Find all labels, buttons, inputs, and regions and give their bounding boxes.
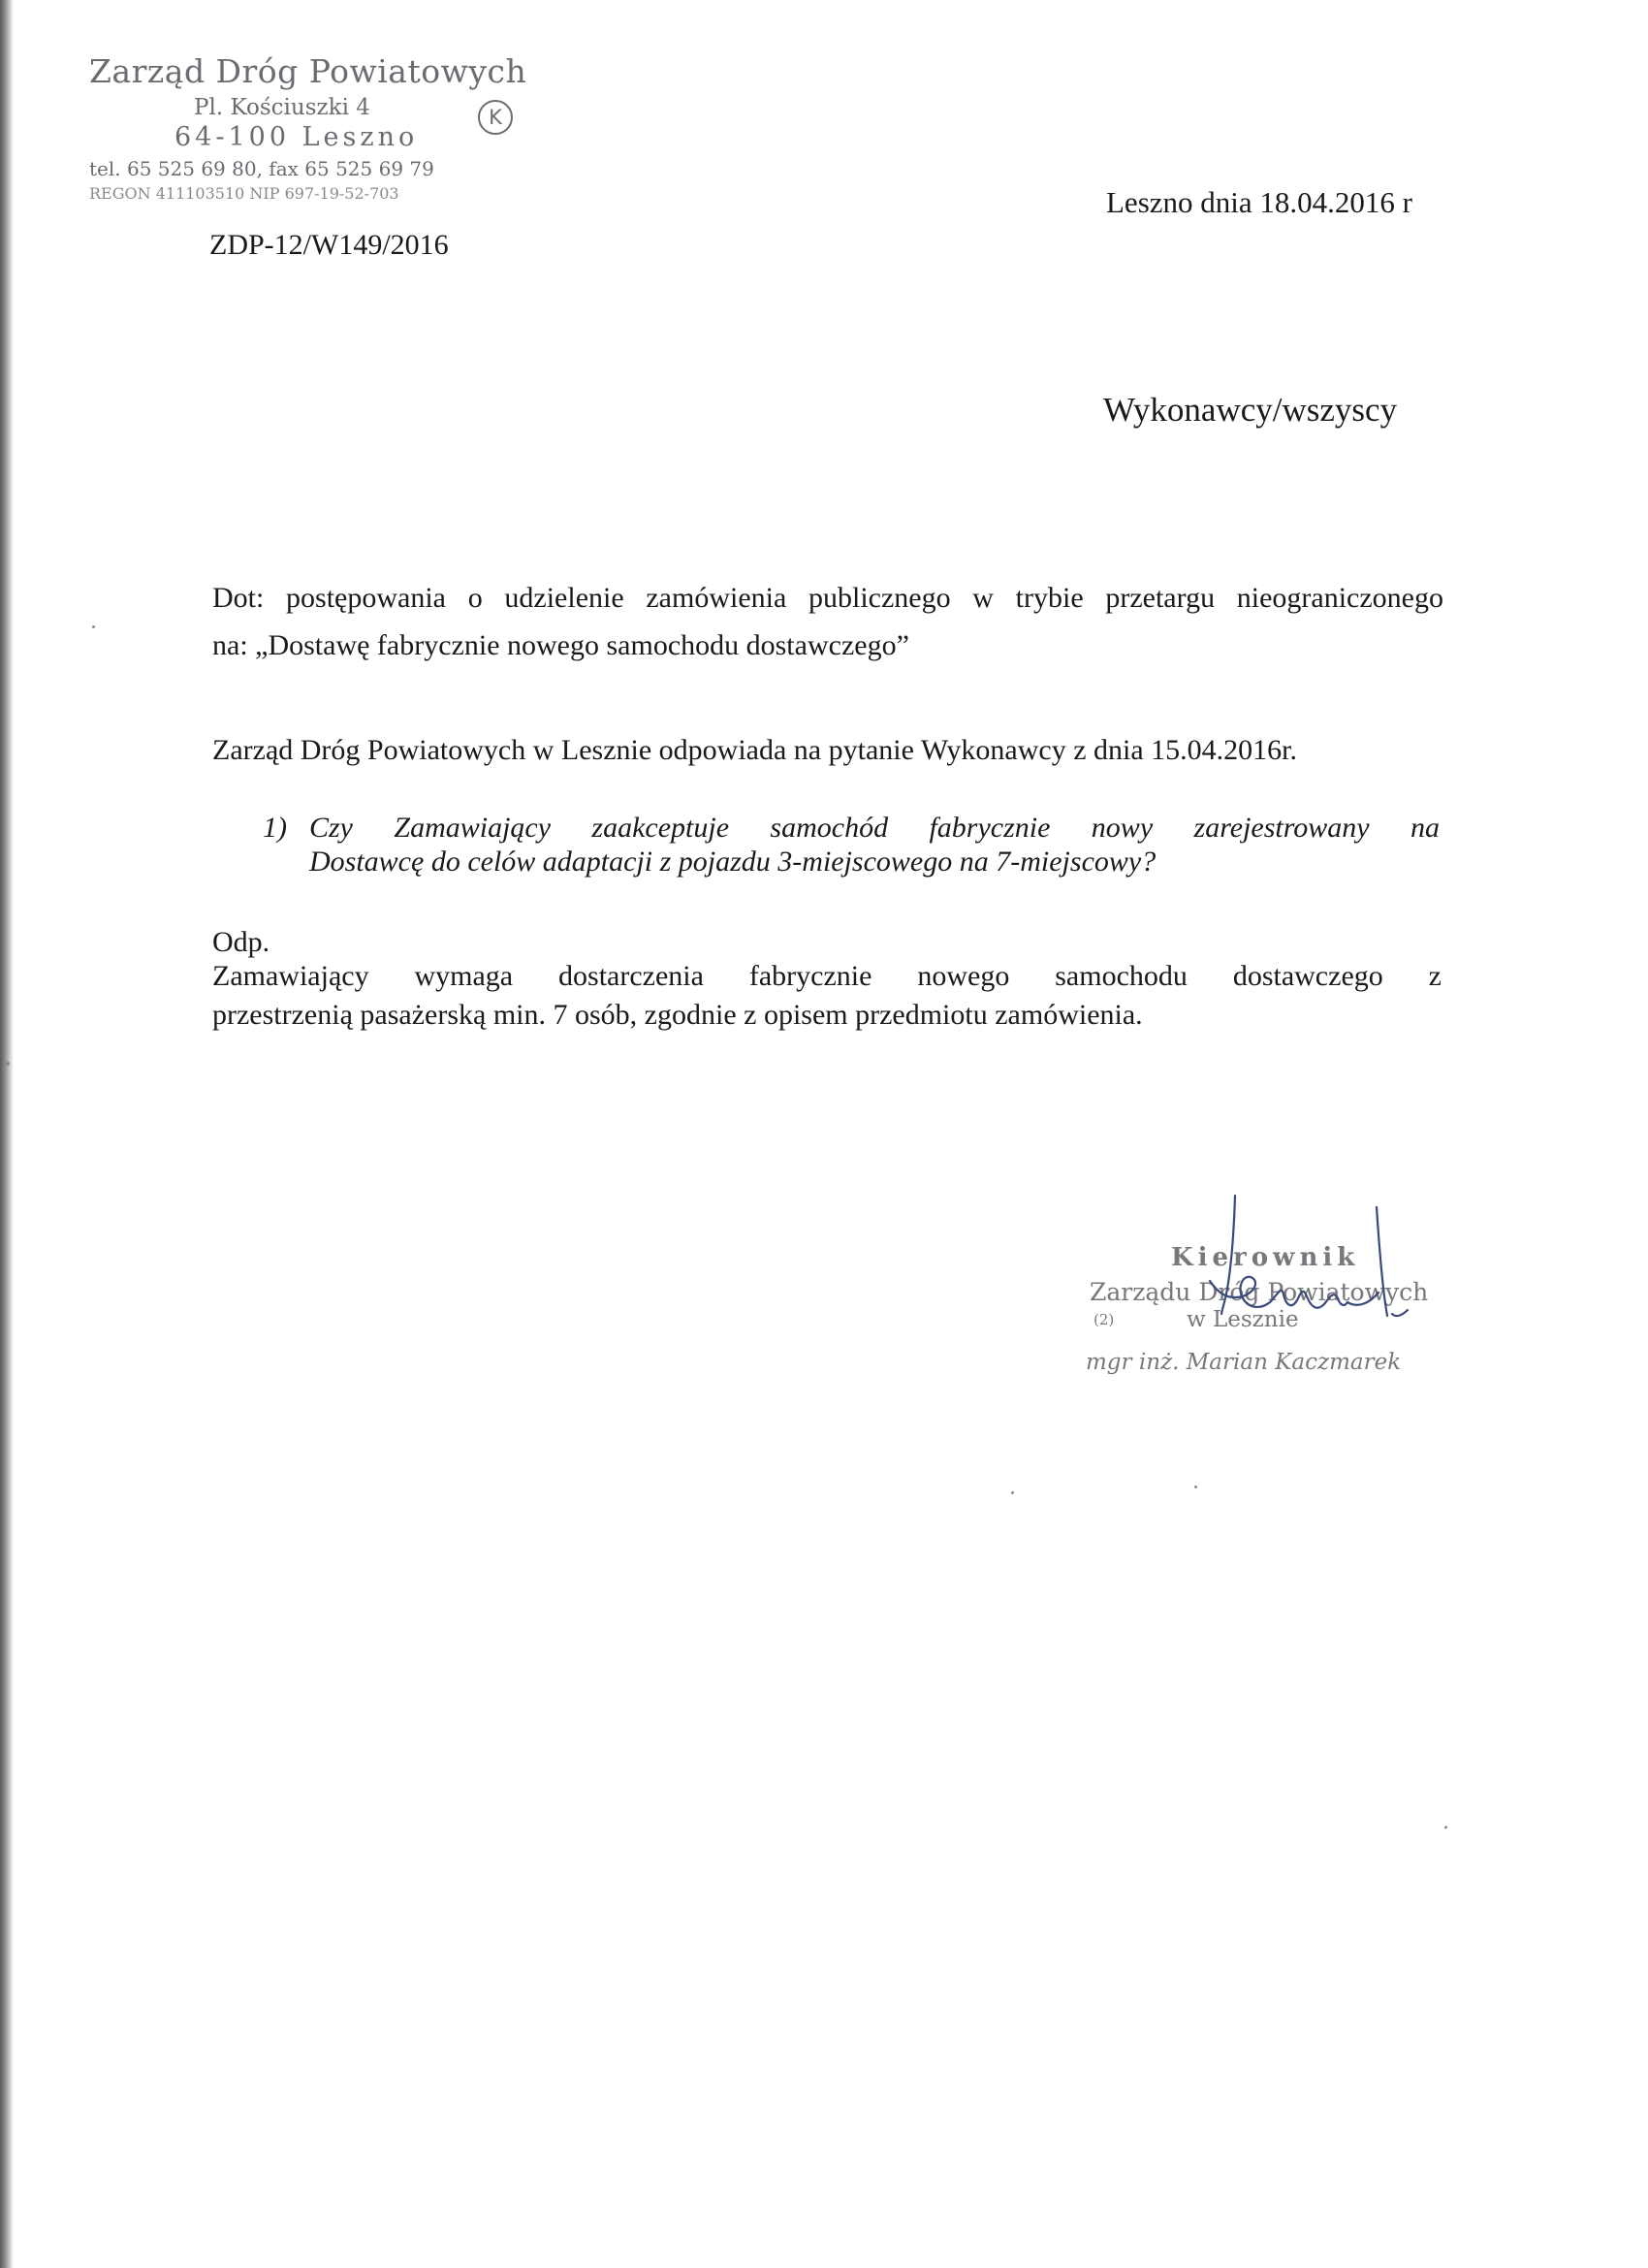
- reference-number: ZDP-12/W149/2016: [209, 229, 449, 261]
- scan-speck: [6, 1062, 10, 1066]
- subject-line-1: Dot: postępowania o udzielenie zamówienia publicznego w trybie przetargu nieograniczonego: [212, 582, 1443, 614]
- question-line-1: Czy Zamawiający zaakceptuje samochód fabrycznie nowy zarejestrowany na: [309, 812, 1440, 844]
- answer-line-1: Zamawiający wymaga dostarczenia fabrycznie nowego samochodu dostawczego z: [212, 960, 1442, 992]
- handwritten-signature: [1192, 1188, 1415, 1358]
- stamp-org-name: Zarząd Dróg Powiatowych: [89, 52, 527, 90]
- answer-line-2: przestrzenią pasażerską min. 7 osób, zgodnie z opisem przedmiotu zamówienia.: [212, 999, 1143, 1031]
- scan-speck: [1011, 1491, 1014, 1494]
- question-line-2: Dostawcę do celów adaptacji z pojazdu 3-miejscowego na 7-miejscowy?: [309, 846, 1157, 878]
- scan-edge: [0, 0, 14, 2268]
- signature-city: w Lesznie: [1187, 1307, 1299, 1332]
- stamp-street: Pl. Kościuszki 4: [194, 95, 370, 120]
- intro-paragraph: Zarząd Dróg Powiatowych w Lesznie odpowiada na pytanie Wykonawcy z dnia 15.04.2016r.: [212, 734, 1297, 766]
- k-badge-icon: K: [478, 100, 513, 135]
- subject-line-2: na: „Dostawę fabrycznie nowego samochodu dostawczego”: [212, 629, 909, 661]
- answer-label: Odp.: [212, 926, 270, 958]
- stamp-city: 64-100 Leszno: [174, 122, 419, 152]
- signature-number: (2): [1093, 1311, 1115, 1328]
- signature-title: Kierownik: [1171, 1243, 1360, 1272]
- stamp-regon-nip: REGON 411103510 NIP 697-19-52-703: [89, 184, 399, 203]
- stamp-phone-fax: tel. 65 525 69 80, fax 65 525 69 79: [89, 157, 434, 180]
- scan-speck: [92, 625, 95, 628]
- header-stamp: [89, 48, 535, 218]
- scan-speck: [1194, 1485, 1197, 1488]
- date-line: Leszno dnia 18.04.2016 r: [1106, 185, 1412, 219]
- signature-office: Zarządu Dróg Powiatowych: [1090, 1278, 1429, 1306]
- signature-name: mgr inż. Marian Kaczmarek: [1086, 1350, 1402, 1375]
- scan-speck: [1444, 1826, 1447, 1829]
- recipient: Wykonawcy/wszyscy: [1103, 391, 1398, 429]
- question-number: 1): [263, 812, 287, 844]
